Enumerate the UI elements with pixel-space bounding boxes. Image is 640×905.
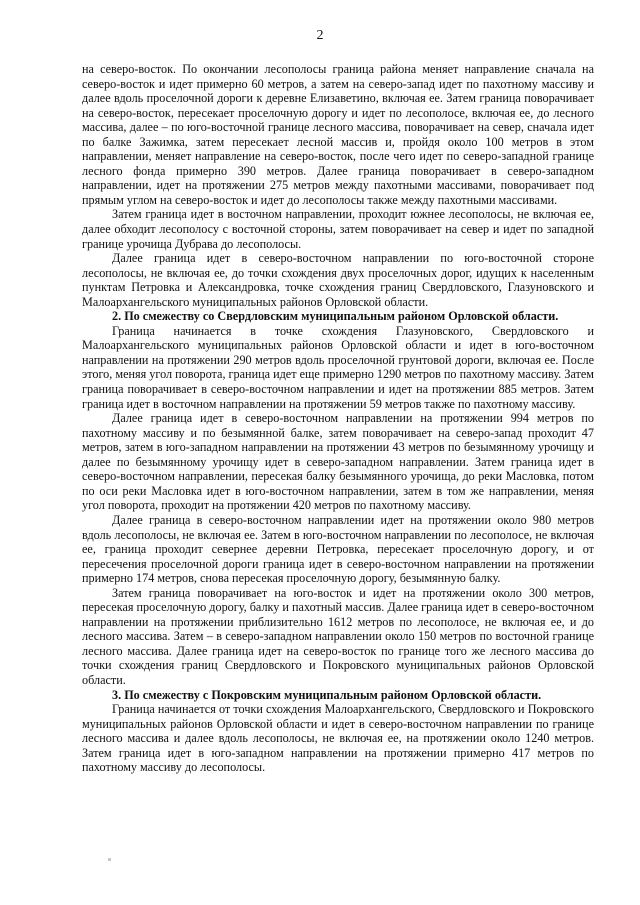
paragraph-sverdlovsky-balka: Далее граница идет в северо-восточном направлении на протяжении 994 метров по пахотному массиву и по безымянной балке, затем поворачивает на северо-запад проходит 47 метров, затем в юго-западном направлении на протяжении 43 метров по безымянному урочищу и далее по безымянному урочищу идет в северо-западном направлении. Затем граница идет в северо-восточном направлении, пересекая балку безымянного урочища, до реки Масловка, потом по оси реки Масловка идет в юго-восточном направлении, затем в том же направлении, меняя угол поворота, проходит на протяжении 420 метров по пахотному массиву.	[82, 411, 594, 513]
paragraph-sverdlovsky-start: Граница начинается в точке схождения Глазуновского, Свердловского и Малоархангельского муниципальных районов Орловской области и идет в юго-восточном направлении на протяжении 290 метров вдоль проселочной грунтовой дороги, включая ее. После этого, меняя угол поворота, граница идет еще примерно 1290 метров по пахотному массиву. Затем граница поворачивает в северо-восточном направлении и идет на протяжении 885 метров. Затем граница идет в восточном направлении на протяжении 59 метров также по пахотному массиву.	[82, 323, 594, 411]
paragraph-sverdlovsky-petrovka: Далее граница в северо-восточном направлении идет на протяжении около 980 метров вдоль лесополосы, не включая ее. Затем в юго-восточном направлении по лесополосе, не включая ее, граница проходит севернее деревни Петровка, пересекает проселочную дорогу, и от пересечения проселочной дороги граница идет в северо-восточном направлении на протяжении примерно 174 метров, снова пересекая проселочную дорогу, безымянную балку.	[82, 512, 594, 586]
section-heading-sverdlovsky: 2. По смежеству со Свердловским муниципальным районом Орловской области.	[112, 309, 559, 324]
paragraph-pokrovsky-start: Граница начинается от точки схождения Малоархангельского, Свердловского и Покровского муниципальных районов Орловской области и идет в северо-восточном направлении по границе лесного массива и далее вдоль лесополосы, не включая ее, на протяжении около 1240 метров. Затем граница идет в юго-западном направлении на протяжении примерно 417 метров по пахотному массиву до лесополосы.	[82, 702, 594, 775]
scan-speck	[108, 858, 111, 861]
document-body	[82, 62, 594, 775]
paragraph-sverdlovsky-southeast: Затем граница поворачивает на юго-восток и идет на протяжении около 300 метров, пересекая проселочную дорогу, балку и пахотный массив. Далее граница идет в северо-восточном направлении на протяжении приблизительно 1612 метров по лесополосе, не включая ее, и до лесного массива. Затем – в северо-западном направлении около 150 метров по восточной границе лесного массива. Далее граница идет на северо-восток по границе того же лесного массива до точки схождения границ Свердловского и Покровского муниципальных районов Орловской области.	[82, 585, 594, 687]
paragraph-northeast-direction: Далее граница идет в северо-восточном направлении по юго-восточной стороне лесополосы, не включая ее, до точки схождения двух проселочных дорог, идущих к населенным пунктам Петровка и Александровка, точке схождения границ Свердловского, Глазуновского и Малоархангельского муниципальных районов Орловской области.	[82, 251, 594, 309]
paragraph-boundary-continuation: на северо-восток. По окончании лесополосы граница района меняет направление сначала на северо-восток и идет примерно 60 метров, а затем на северо-запад идет по пахотному массиву и далее вдоль проселочной дороги к деревне Елизаветино, включая ее. Затем граница поворачивает на северо-восток, пересекает проселочную дорогу и идет по лесополосе, включая ее, до лесного массива, далее – по юго-восточной границе лесного массива, поворачивает на север, сначала идет по балке Зажимка, затем пересекает лесной массив и, пройдя около 100 метров в этом направлении, меняет направление на северо-восток, после чего идет по северо-западной границе лесного фонда примерно 390 метров. Далее граница поворачивает в северо-западном направлении, идет на протяжении 275 метров между пахотными массивами, поворачивает под прямым углом на северо-восток и идет до лесополосы также между пахотными массивами.	[82, 62, 594, 207]
section-heading-pokrovsky: 3. По смежеству с Покровским муниципальным районом Орловской области.	[112, 687, 542, 702]
paragraph-east-direction: Затем граница идет в восточном направлении, проходит южнее лесополосы, не включая ее, далее обходит лесополосу с восточной стороны, затем поворачивает на север и идет по западной границе урочища Дубрава до лесополосы.	[82, 207, 594, 251]
page-number: 2	[316, 28, 324, 43]
